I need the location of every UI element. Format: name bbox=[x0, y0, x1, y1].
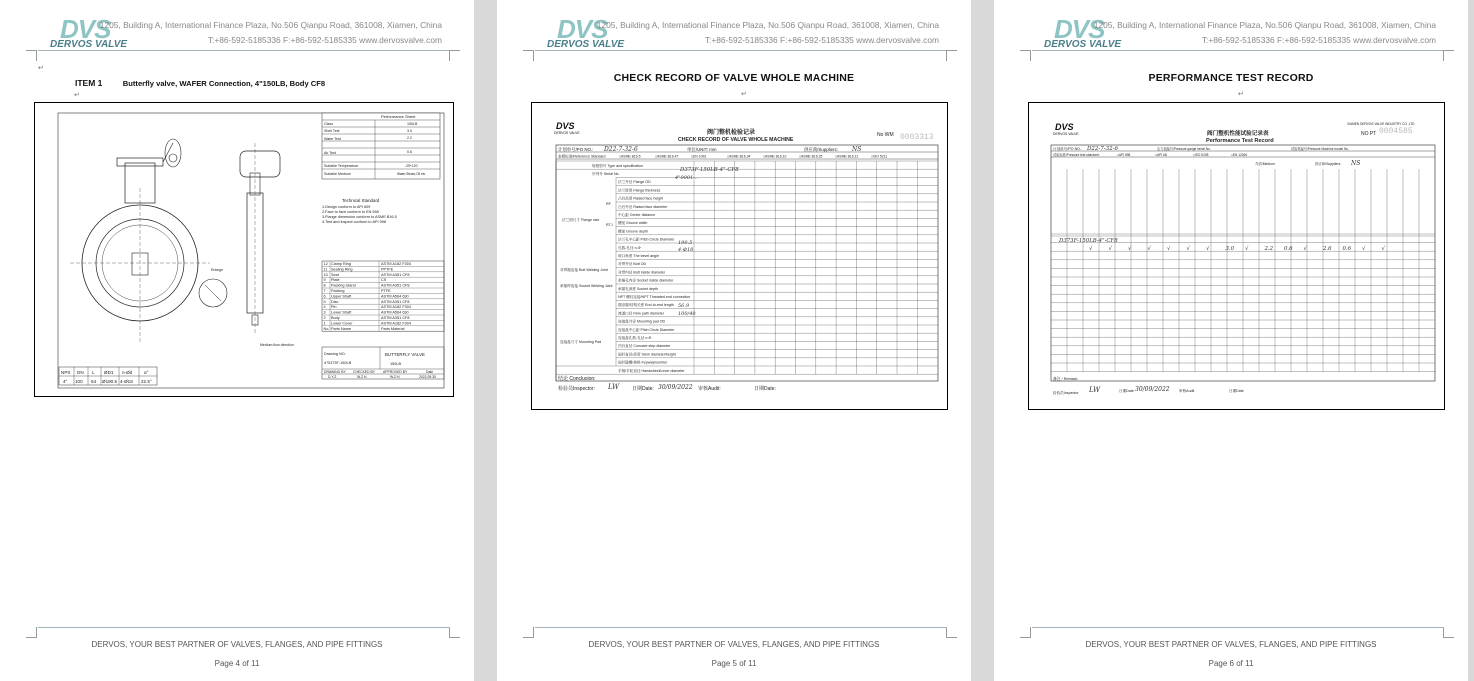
sign-label: APPROVED BY bbox=[383, 370, 408, 374]
result-mark: √ bbox=[1245, 246, 1249, 252]
check-row-label: 承插孔深度 Socket depth bbox=[618, 286, 658, 291]
item-label: ITEM 1 bbox=[75, 78, 103, 88]
parts-name: Parts Name bbox=[331, 326, 352, 331]
sign-value: D.Y.Z. bbox=[328, 375, 338, 379]
check-row-label: 承插孔内径 Socket inside diameter bbox=[618, 278, 674, 283]
machine-label: 试验机编号/Pressure Machine model No. bbox=[1291, 147, 1349, 151]
parts-name: Disc bbox=[331, 299, 339, 304]
perf-row: Suitable Temperature bbox=[324, 164, 359, 168]
dim-value: 100 bbox=[75, 379, 83, 384]
parts-material: ASTM A351 CF8 bbox=[381, 272, 410, 277]
result-mark: 2.6 bbox=[1323, 246, 1332, 252]
result-mark: √ bbox=[1167, 246, 1171, 252]
dim-value: Ø190.5 bbox=[102, 379, 118, 384]
parts-number: 7 bbox=[323, 289, 326, 293]
dim-head: L bbox=[92, 370, 95, 375]
margin-corner bbox=[523, 50, 534, 61]
audit-label: 审核Audit bbox=[1179, 389, 1195, 393]
dim-value: 22.5° bbox=[141, 379, 152, 384]
margin-corner bbox=[26, 627, 37, 638]
margin-corner bbox=[1020, 627, 1031, 638]
sign-value: W.Z.H. bbox=[390, 375, 401, 379]
parts-number: 9 bbox=[323, 278, 326, 283]
parts-number: 1 bbox=[323, 321, 326, 326]
margin-corner bbox=[1020, 50, 1031, 61]
performance-record-form bbox=[1029, 103, 1444, 409]
tech-line: 3.Flange dimension conform to ASME B16.5 bbox=[322, 215, 397, 219]
po-label: 计划单号/PO NO.: bbox=[558, 147, 594, 152]
form-no-label: NO PT bbox=[1361, 131, 1377, 137]
dimension-table bbox=[59, 367, 157, 385]
document-title: PERFORMANCE TEST RECORD bbox=[1148, 72, 1314, 84]
parts-material: CS bbox=[381, 278, 387, 283]
parts-number: 4 bbox=[323, 305, 326, 310]
margin-corner bbox=[449, 50, 460, 61]
standard-option: □ISO 5211 bbox=[871, 154, 888, 159]
parts-number: No. bbox=[323, 326, 330, 331]
standard-option: □ASME B16.5 bbox=[619, 154, 641, 159]
dim-head: ØD1 bbox=[104, 370, 114, 375]
valve-drawing bbox=[35, 103, 453, 396]
sign-label: CHECKED BY bbox=[353, 370, 376, 374]
check-row-label: 规格型号 Type and specification bbox=[592, 163, 643, 168]
perf-value: -29+120 bbox=[405, 164, 418, 168]
perf-row: Air Test bbox=[324, 151, 336, 155]
dim-head: NPS bbox=[61, 370, 71, 375]
inspector-handwritten: LW bbox=[608, 383, 620, 391]
standards-row bbox=[1117, 153, 1247, 157]
perf-row: Class bbox=[324, 122, 333, 126]
check-row-label: 中心距 Center distance bbox=[618, 213, 655, 217]
dim-value: 4-Ø18 bbox=[120, 379, 133, 384]
parts-material: ASTM A564 630 bbox=[381, 310, 409, 315]
check-row-label: 凹台直径 Concave step diameter bbox=[618, 344, 671, 349]
rf-label: RF bbox=[606, 202, 611, 206]
valve-drawing-image bbox=[34, 102, 454, 397]
check-record-scan bbox=[531, 102, 948, 410]
form-logo-name: DERVOS VALVE bbox=[1053, 132, 1079, 136]
page-number: Page 5 of 11 bbox=[711, 659, 757, 668]
check-row-label: 端至端/结构长度 End-to-end length bbox=[618, 303, 674, 308]
dim-value: 4" bbox=[63, 379, 68, 384]
rtj-label: RTJ bbox=[606, 223, 613, 227]
title-block bbox=[322, 347, 444, 379]
parts-number: 12 bbox=[323, 262, 328, 266]
date-handwritten: 30/09/2022 bbox=[1135, 386, 1170, 393]
supplier-label: 供应商/Suppliers: bbox=[1315, 162, 1342, 166]
parts-material: PTFE bbox=[381, 289, 391, 293]
drawing-no-label: Drawing NO. bbox=[324, 352, 346, 356]
result-mark: √ bbox=[1147, 246, 1151, 252]
check-row-label: 法兰厚度 Flange thickness bbox=[618, 188, 661, 193]
check-row-label: 序列号 Serial No. bbox=[592, 172, 620, 176]
hand-value: D373F-150LB-4"-CF8 bbox=[680, 167, 739, 173]
result-mark: √ bbox=[1108, 246, 1112, 252]
standard-option: □EN 1092 bbox=[691, 154, 707, 159]
company-address: 1205, Building A, International Finance Plaza, No.506 Qianpu Road, 361008, Xiamen, China bbox=[99, 20, 442, 30]
std-label: 试验标准/Pressure test standard: bbox=[1053, 153, 1100, 157]
form-cn-title: 阀门整机性能试验记录表 bbox=[1207, 131, 1269, 137]
check-row-label: 槽深 Groove depth bbox=[618, 229, 648, 234]
standard-option: □API 6D bbox=[1155, 153, 1168, 157]
audit-label: 审核Audit: bbox=[698, 386, 721, 392]
perf-row: Water Test bbox=[324, 137, 341, 141]
parts-name: Upper Shaft bbox=[331, 294, 352, 299]
result-mark: √ bbox=[1089, 246, 1093, 252]
po-handwritten: D22-7-32-6 bbox=[1087, 146, 1118, 152]
parts-name: Clamp Ring bbox=[331, 262, 351, 266]
check-row-label: NPT 螺纹连接/NPT Threaded end connection bbox=[618, 295, 691, 299]
footer-rule bbox=[535, 627, 947, 628]
perf-value: 150LB bbox=[407, 122, 418, 126]
check-row-label: 法兰外径 Flange OD bbox=[618, 180, 651, 185]
footer-slogan: DERVOS, YOUR BEST PARTNER OF VALVES, FLANGES, AND PIPE FITTINGS bbox=[1085, 640, 1377, 649]
perf-title: Performance Sheet bbox=[381, 114, 416, 119]
group-label: 连接盘尺寸 Mounting Pad bbox=[560, 340, 602, 344]
parts-list bbox=[322, 261, 444, 331]
parts-material: ASTM A564 630 bbox=[381, 294, 409, 299]
dim-head: n-Ød bbox=[122, 370, 133, 375]
document-page-5 bbox=[497, 0, 971, 681]
unit-label: 单位/UNIT: mm bbox=[687, 147, 717, 152]
supplier-handwritten: NS bbox=[852, 146, 862, 153]
tech-title: Technical Standard bbox=[342, 198, 380, 203]
parts-number: 6 bbox=[323, 294, 326, 299]
document-page-4 bbox=[0, 0, 474, 681]
result-mark: √ bbox=[1206, 246, 1210, 252]
paragraph-mark: ↵ bbox=[1238, 91, 1244, 98]
standard-option: □ASME B16.47 bbox=[655, 154, 679, 159]
check-row-label: 槽宽 Groove width bbox=[618, 221, 648, 226]
parts-material: ASTM A351 CF8 bbox=[381, 299, 410, 304]
group-label: 承插焊连接 Socket Welding Joint bbox=[560, 284, 613, 288]
form-en-title: Performance Test Record bbox=[1206, 138, 1274, 144]
parts-name: Pin bbox=[331, 305, 337, 310]
form-en-title: CHECK RECORD OF VALVE WHOLE MACHINE bbox=[678, 137, 794, 143]
logo-mark: DVS bbox=[60, 14, 111, 44]
form-no-value: 0004585 bbox=[1379, 127, 1413, 136]
margin-corner bbox=[1443, 627, 1454, 638]
form-logo: DVS bbox=[1055, 122, 1074, 132]
check-row-label: 对焊内径 Butt inside diameter bbox=[618, 270, 666, 275]
margin-corner bbox=[946, 627, 957, 638]
logo-mark: DVS bbox=[1054, 14, 1105, 44]
header-rule bbox=[535, 50, 947, 51]
tech-line: 1.Design conform to API 609 bbox=[322, 205, 371, 209]
standards-row bbox=[619, 155, 887, 159]
result-mark: 2.2 bbox=[1264, 246, 1274, 252]
parts-number: 3 bbox=[323, 310, 326, 315]
perf-value: Water,Steam,Oil etc bbox=[397, 172, 426, 176]
standard-option: □ASME B16.10 bbox=[763, 154, 787, 159]
standard-option: □ISO 5208 bbox=[1193, 153, 1209, 157]
form-company: XIAMEN DERVOS VALVE INDUSTRY CO.,LTD bbox=[1347, 122, 1415, 126]
parts-name: Lower Shaft bbox=[331, 310, 352, 315]
company-contact: T:+86-592-5185336 F:+86-592-5185335 www.dervosvalve.com bbox=[207, 35, 442, 45]
performance-record-scan bbox=[1028, 102, 1445, 410]
svg-text:Enlarge: Enlarge bbox=[211, 268, 224, 272]
po-label: 计划单号/PO NO.: bbox=[1053, 147, 1082, 151]
parts-name: Lower Cover bbox=[331, 321, 353, 326]
parts-name: Packing bbox=[331, 289, 345, 293]
form-no-value: 0003313 bbox=[900, 133, 934, 142]
item-heading bbox=[75, 78, 325, 88]
test-grid bbox=[1051, 169, 1435, 372]
parts-material: ASTM A351 CF8 bbox=[381, 316, 410, 320]
perf-row: Shell Test bbox=[324, 129, 340, 133]
date-label: 日期Date bbox=[1119, 389, 1134, 393]
footer-slogan: DERVOS, YOUR BEST PARTNER OF VALVES, FLANGES, AND PIPE FITTINGS bbox=[588, 640, 880, 649]
perf-value: 2.2 bbox=[407, 136, 412, 140]
check-row-label: 流道口径 Flow path diameter bbox=[618, 311, 664, 316]
std-label: 参照标准/Reference Standard bbox=[558, 154, 606, 159]
sign-value: 2022.09.30 bbox=[419, 375, 436, 379]
margin-corner bbox=[26, 50, 37, 61]
footer-slogan: DERVOS, YOUR BEST PARTNER OF VALVES, FLANGES, AND PIPE FITTINGS bbox=[91, 640, 383, 649]
gauge-label: 压力表编号/Pressure gauge serial No. bbox=[1157, 147, 1211, 151]
logo-name: DERVOS VALVE bbox=[1044, 39, 1122, 50]
parts-number: 5 bbox=[323, 299, 326, 304]
margin-corner bbox=[946, 50, 957, 61]
check-row-label: 手柄/手轮直径 Handwheel/Lever diameter bbox=[618, 368, 685, 373]
parts-name: Packing Gland bbox=[331, 283, 356, 288]
company-address: 1205, Building A, International Finance Plaza, No.506 Qianpu Road, 361008, Xiamen, China bbox=[1093, 20, 1436, 30]
drawing-title: BUTTERFLY VALVE bbox=[385, 352, 425, 357]
form-no-label: No WM bbox=[877, 132, 894, 138]
hand-value: 4-Φ18 bbox=[678, 247, 694, 253]
check-row-label: 凸台高度 Raised face height bbox=[618, 196, 664, 201]
check-row-label: 坡口角度 The bevel angle bbox=[618, 254, 659, 258]
footer-rule bbox=[1032, 627, 1444, 628]
po-handwritten: D22-7-32-6 bbox=[604, 146, 638, 153]
check-row-label: 阀杆键槽/规格 Keyway/number bbox=[618, 360, 668, 365]
document-title: CHECK RECORD OF VALVE WHOLE MACHINE bbox=[613, 72, 855, 84]
date-label: 日期Date: bbox=[632, 386, 654, 392]
result-mark: √ bbox=[1362, 246, 1366, 252]
inspector-handwritten: LW bbox=[1089, 386, 1101, 394]
hand-value: 190.5 bbox=[678, 240, 693, 246]
check-row-label: 阀杆直径/高度 Stem diameter/height bbox=[618, 352, 676, 357]
inspector-label: 检验员Inspector bbox=[1053, 391, 1079, 395]
dim-value: 54 bbox=[91, 379, 97, 384]
remark-label: 备注 / Remark: bbox=[1053, 377, 1079, 381]
form-cn-title: 阀门整机检验记录 bbox=[707, 130, 756, 136]
dim-head: α° bbox=[144, 370, 149, 375]
parts-material: ASTM A182 F304 bbox=[381, 305, 411, 310]
parts-material: ASTM A351 CF8 bbox=[381, 283, 410, 288]
conclusion-label: 结论 Conclusion: bbox=[558, 376, 596, 382]
supplier-handwritten: NS bbox=[1351, 160, 1361, 167]
standard-option: □ASME B16.25 bbox=[799, 154, 823, 159]
performance-sheet bbox=[322, 113, 440, 179]
parts-number: 10 bbox=[323, 272, 328, 277]
check-record-form bbox=[532, 103, 947, 409]
perf-value: 3.0 bbox=[407, 129, 412, 133]
perf-value: 0.6 bbox=[407, 150, 412, 154]
check-row-label: 法兰孔中心距 Pitch Circle Diameter bbox=[618, 237, 675, 242]
header-rule bbox=[38, 50, 450, 51]
form-logo: DVS bbox=[556, 121, 575, 131]
logo-name: DERVOS VALVE bbox=[50, 39, 128, 50]
group-label: 法兰面尺寸 Flange size bbox=[562, 218, 600, 222]
page-number: Page 6 of 11 bbox=[1208, 659, 1254, 668]
parts-name: Sealing Ring bbox=[331, 267, 353, 272]
margin-corner bbox=[1443, 50, 1454, 61]
audit-date-label: 日期Date: bbox=[754, 386, 776, 392]
result-mark: √ bbox=[1128, 246, 1132, 252]
logo-name: DERVOS VALVE bbox=[547, 39, 625, 50]
header-rule bbox=[1032, 50, 1444, 51]
paragraph-mark: ↵ bbox=[74, 92, 80, 99]
parts-number: 11 bbox=[323, 267, 328, 272]
company-contact: T:+86-592-5185336 F:+86-592-5185335 www.dervosvalve.com bbox=[704, 35, 939, 45]
drawing-no: 4"D373F-150LB bbox=[324, 361, 352, 365]
document-page-6 bbox=[994, 0, 1468, 681]
date-handwritten: 30/09/2022 bbox=[658, 384, 693, 391]
parts-name: Plate bbox=[331, 278, 340, 283]
standard-option: □API 598 bbox=[1117, 153, 1131, 157]
group-label: 对焊端连接 Butt Welding Joint bbox=[560, 268, 608, 272]
sign-label: DRAWING BY bbox=[324, 370, 346, 374]
parts-material: Parts Material bbox=[381, 326, 405, 331]
item-description: Butterfly valve, WAFER Connection, 4"150LB, Body CF8 bbox=[122, 79, 326, 88]
paragraph-mark: ↵ bbox=[38, 65, 44, 72]
result-mark: √ bbox=[1186, 246, 1190, 252]
sign-label: Date bbox=[426, 370, 434, 374]
medium-label: 介质/Medium bbox=[1255, 162, 1275, 166]
sign-value: W.Z.H. bbox=[357, 375, 368, 379]
result-mark: 0.6 bbox=[1284, 246, 1293, 252]
logo-mark: DVS bbox=[557, 14, 608, 44]
check-row-label: 对焊外径 Butt OD bbox=[618, 262, 647, 267]
result-mark: √ bbox=[1303, 246, 1307, 252]
parts-name: Seat bbox=[331, 272, 339, 277]
hand-value: 56.9 bbox=[678, 303, 690, 309]
margin-corner bbox=[449, 627, 460, 638]
tech-line: 2.Face to face conform to EN 558 bbox=[322, 210, 379, 214]
inspector-label: 检验员Inspector: bbox=[558, 386, 595, 392]
check-row-label: 凸台外径 Raised face diameter bbox=[618, 204, 668, 209]
result-mark: 3.0 bbox=[1225, 246, 1235, 252]
result-mark: 0.6 bbox=[1342, 246, 1352, 252]
hand-value: 4"0001-.. bbox=[675, 175, 699, 181]
parts-material: ASTM A182 F304 bbox=[381, 262, 411, 266]
technical-standard bbox=[322, 198, 397, 224]
parts-material: ASTM A182 F304 bbox=[381, 321, 411, 326]
check-rows bbox=[556, 161, 938, 374]
paragraph-mark: ↵ bbox=[741, 91, 747, 98]
page-number: Page 4 of 11 bbox=[214, 659, 260, 668]
standard-option: □ASME B16.11 bbox=[835, 154, 859, 159]
check-row-label: 孔数-孔径 n-Φ bbox=[618, 245, 641, 250]
margin-corner bbox=[523, 627, 534, 638]
svg-text:Medium flow direction: Medium flow direction bbox=[260, 343, 294, 347]
test-results-row bbox=[1089, 245, 1386, 252]
audit-date-label: 日期Date bbox=[1229, 389, 1244, 393]
parts-name: Body bbox=[331, 316, 340, 320]
standard-option: □EN 12266 bbox=[1231, 153, 1248, 157]
hand-row: D373F-150LB-4"-CF8 bbox=[1059, 238, 1118, 244]
footer-rule bbox=[38, 627, 450, 628]
result-mark: √ bbox=[1381, 246, 1385, 252]
company-address: 1205, Building A, International Finance Plaza, No.506 Qianpu Road, 361008, Xiamen, China bbox=[596, 20, 939, 30]
parts-number: 8 bbox=[323, 283, 326, 288]
perf-row: Suitable Medium bbox=[324, 172, 351, 176]
parts-material: PPTFE bbox=[381, 267, 394, 272]
form-logo-name: DERVOS VALVE bbox=[554, 131, 580, 135]
supplier-label: 供应商/Suppliers: bbox=[804, 147, 838, 152]
hand-value: 100/40 bbox=[678, 311, 696, 317]
dim-head: DN bbox=[77, 370, 84, 375]
standard-option: □ASME B16.34 bbox=[727, 154, 751, 159]
parts-number: 2 bbox=[323, 316, 326, 320]
check-row-label: 连接盘外径 Mounting pad OD bbox=[618, 319, 666, 324]
company-contact: T:+86-592-5185336 F:+86-592-5185335 www.dervosvalve.com bbox=[1201, 35, 1436, 45]
tech-line: 4.Test and inspect conform to API 598 bbox=[322, 220, 386, 224]
check-row-label: 连接盘中心距 Pitch Circle Diameter bbox=[618, 327, 675, 332]
check-row-label: 连接盘孔数-孔径 n-Φ bbox=[618, 336, 652, 340]
drawing-class: 150LB bbox=[390, 362, 401, 366]
